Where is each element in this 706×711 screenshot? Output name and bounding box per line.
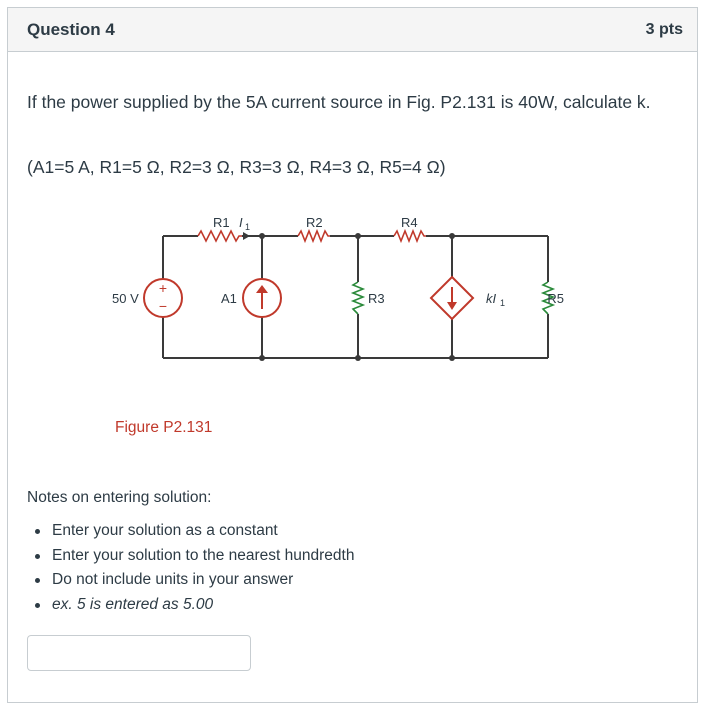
resistor-r4 (394, 231, 426, 241)
notes-item: Do not include units in your answer (27, 570, 354, 595)
figure-caption: Figure P2.131 (115, 419, 213, 436)
notes-list (27, 521, 354, 619)
resistor-r1 (198, 231, 242, 241)
question-text: If the power supplied by the 5A current source in Fig. P2.131 is 40W, calculate k. (27, 92, 651, 112)
voltage-source-minus: − (158, 298, 168, 314)
label-i1: I (239, 215, 243, 230)
notes-item: Enter your solution as a constant (27, 521, 354, 546)
label-dependent-source-sub: 1 (500, 298, 506, 308)
voltage-source-plus: + (158, 280, 168, 296)
question-title: Question 4 (27, 19, 115, 39)
question-header (8, 8, 697, 52)
notes-item: Enter your solution to the nearest hundredth (27, 546, 354, 571)
label-r1: R1 (213, 215, 230, 230)
notes-title: Notes on entering solution: (27, 489, 212, 506)
question-card (7, 7, 698, 703)
label-i1-sub: 1 (245, 222, 251, 232)
label-r2: R2 (306, 215, 323, 230)
label-voltage-source: 50 V (112, 291, 139, 306)
resistor-r2 (298, 231, 330, 241)
current-arrow-icon (243, 232, 250, 240)
answer-input[interactable] (27, 635, 251, 671)
question-given-values: (A1=5 A, R1=5 Ω, R2=3 Ω, R3=3 Ω, R4=3 Ω, R5=4 Ω) (27, 157, 446, 177)
notes-item: ex. 5 is entered as 5.00 (27, 595, 354, 620)
label-current-source: A1 (221, 291, 237, 306)
resistor-r3 (353, 282, 363, 314)
circuit-figure (98, 207, 568, 447)
label-r4: R4 (401, 215, 418, 230)
label-r5: R5 (547, 291, 564, 306)
question-points: 3 pts (645, 20, 683, 38)
label-dependent-source: kI (486, 291, 497, 306)
label-r3: R3 (368, 291, 385, 306)
